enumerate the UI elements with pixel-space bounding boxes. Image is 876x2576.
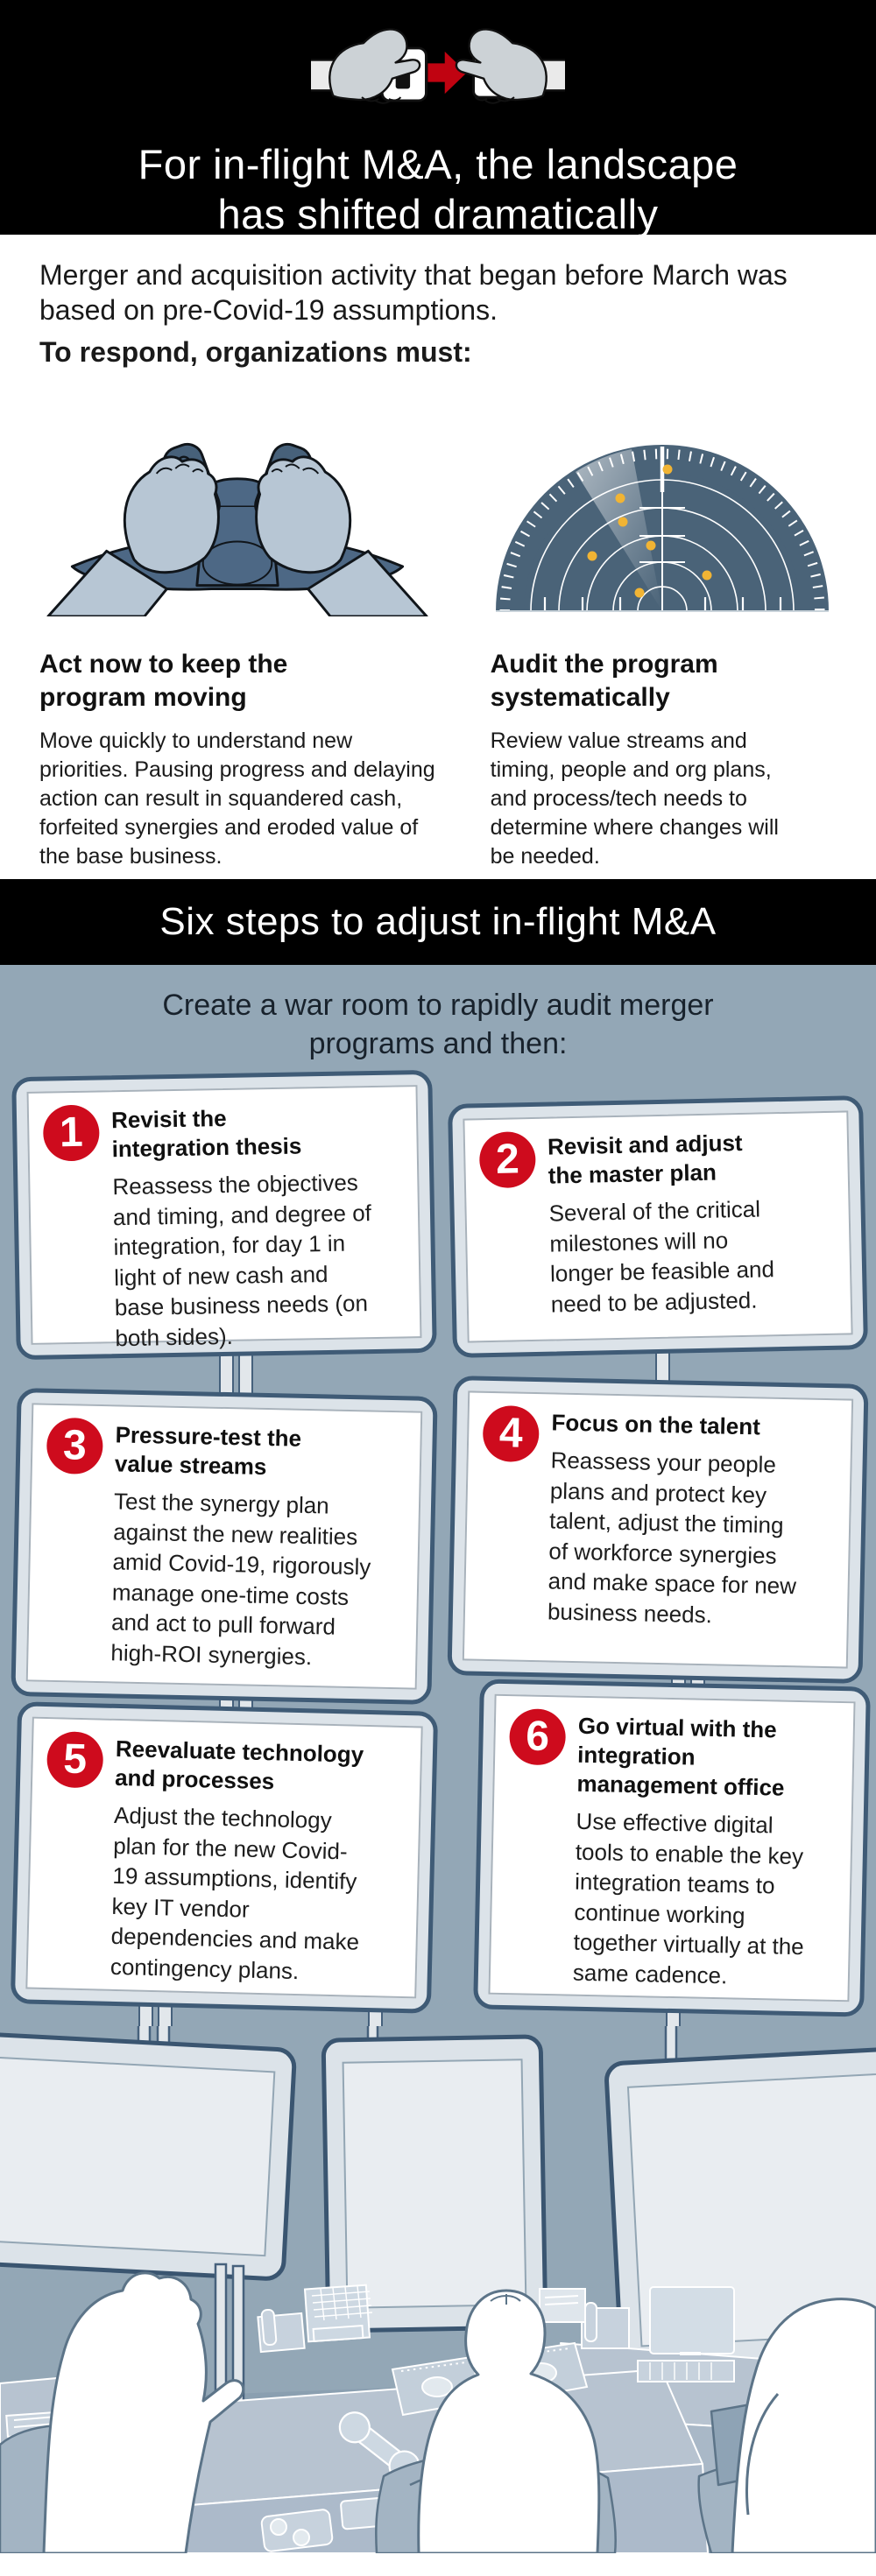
step-number-badge: 2 — [479, 1131, 536, 1188]
action-audit-body: Review value streams and timing, people and org plans, and process/tech needs to determine where changes will be needed. — [490, 728, 779, 869]
step-title: Pressure-test the value streams — [114, 1421, 302, 1480]
step-card-4 — [447, 1376, 868, 1684]
action-act-now-title: Act now to keep the program moving — [39, 650, 288, 712]
step-card-6 — [473, 1679, 871, 2016]
action-audit — [491, 413, 837, 871]
intro-lead: To respond, organizations must: — [39, 336, 472, 368]
step-title: Revisit the integration thesis — [110, 1104, 302, 1163]
step-body: Adjust the technology plan for the new Covid-19 assumptions, identify key IT vendor dependencies and make contingency plans. — [110, 1801, 360, 1984]
war-room-illustration — [0, 2026, 876, 2553]
step-number-badge: 1 — [43, 1104, 100, 1161]
seatbelt-icon — [311, 18, 565, 128]
step-number-badge: 3 — [46, 1418, 103, 1475]
step-title: Reevaluate technology and processes — [114, 1735, 364, 1795]
intro-section — [0, 235, 876, 879]
step-body: Use effective digital tools to enable the key integration teams to continue working together virtually at the same cadence. — [572, 1807, 805, 1988]
six-steps-intro: Create a war room to rapidly audit merger programs and then: — [162, 989, 714, 1060]
page-title: For in-flight M&A, the landscape has shifted dramatically — [138, 141, 738, 237]
step-card-5 — [11, 1701, 438, 2014]
step-body: Several of the critical milestones will no longer be feasible and need to be adjusted. — [548, 1195, 775, 1318]
step-number-badge: 5 — [46, 1731, 104, 1789]
step-number-badge: 6 — [509, 1708, 566, 1765]
step-title: Go virtual with the integration management office — [576, 1712, 785, 1801]
step-title: Focus on the talent — [551, 1409, 761, 1440]
step-number-badge: 4 — [483, 1405, 540, 1462]
radar-icon — [491, 431, 834, 616]
step-title: Revisit and adjust the master plan — [547, 1129, 743, 1189]
step-card-3 — [11, 1388, 437, 1705]
arrow-icon — [427, 52, 466, 94]
intro-paragraph: Merger and acquisition activity that began before March was based on pre-Covid-19 assumptions. — [39, 259, 788, 326]
step-body: Test the synergy plan against the new realities amid Covid-19, rigorously manage one-time costs and act to pull forward high-ROI synergies. — [110, 1488, 371, 1670]
hero-section — [0, 0, 876, 235]
six-steps-band — [0, 879, 876, 965]
step-body: Reassess the objectives and timing, and degree of integration, for day 1 in light of new cash and base business needs (on both sides). — [112, 1169, 372, 1351]
action-act-now-body: Move quickly to understand new priorities. Pausing progress and delaying action can result in squandered cash, forfeited synergies and eroded value of the base business. — [39, 728, 435, 869]
control-yoke-icon — [39, 420, 435, 616]
step-card-1 — [11, 1070, 437, 1360]
six-steps-section — [0, 965, 876, 2026]
action-audit-title: Audit the program systematically — [490, 650, 718, 712]
step-body: Reassess your people plans and protect key talent, adjust the timing of workforce synergies and make space for new business needs. — [547, 1446, 797, 1628]
step-card-2 — [448, 1095, 868, 1358]
action-act-now — [39, 413, 440, 871]
six-steps-band-title: Six steps to adjust in-flight M&A — [159, 900, 717, 943]
